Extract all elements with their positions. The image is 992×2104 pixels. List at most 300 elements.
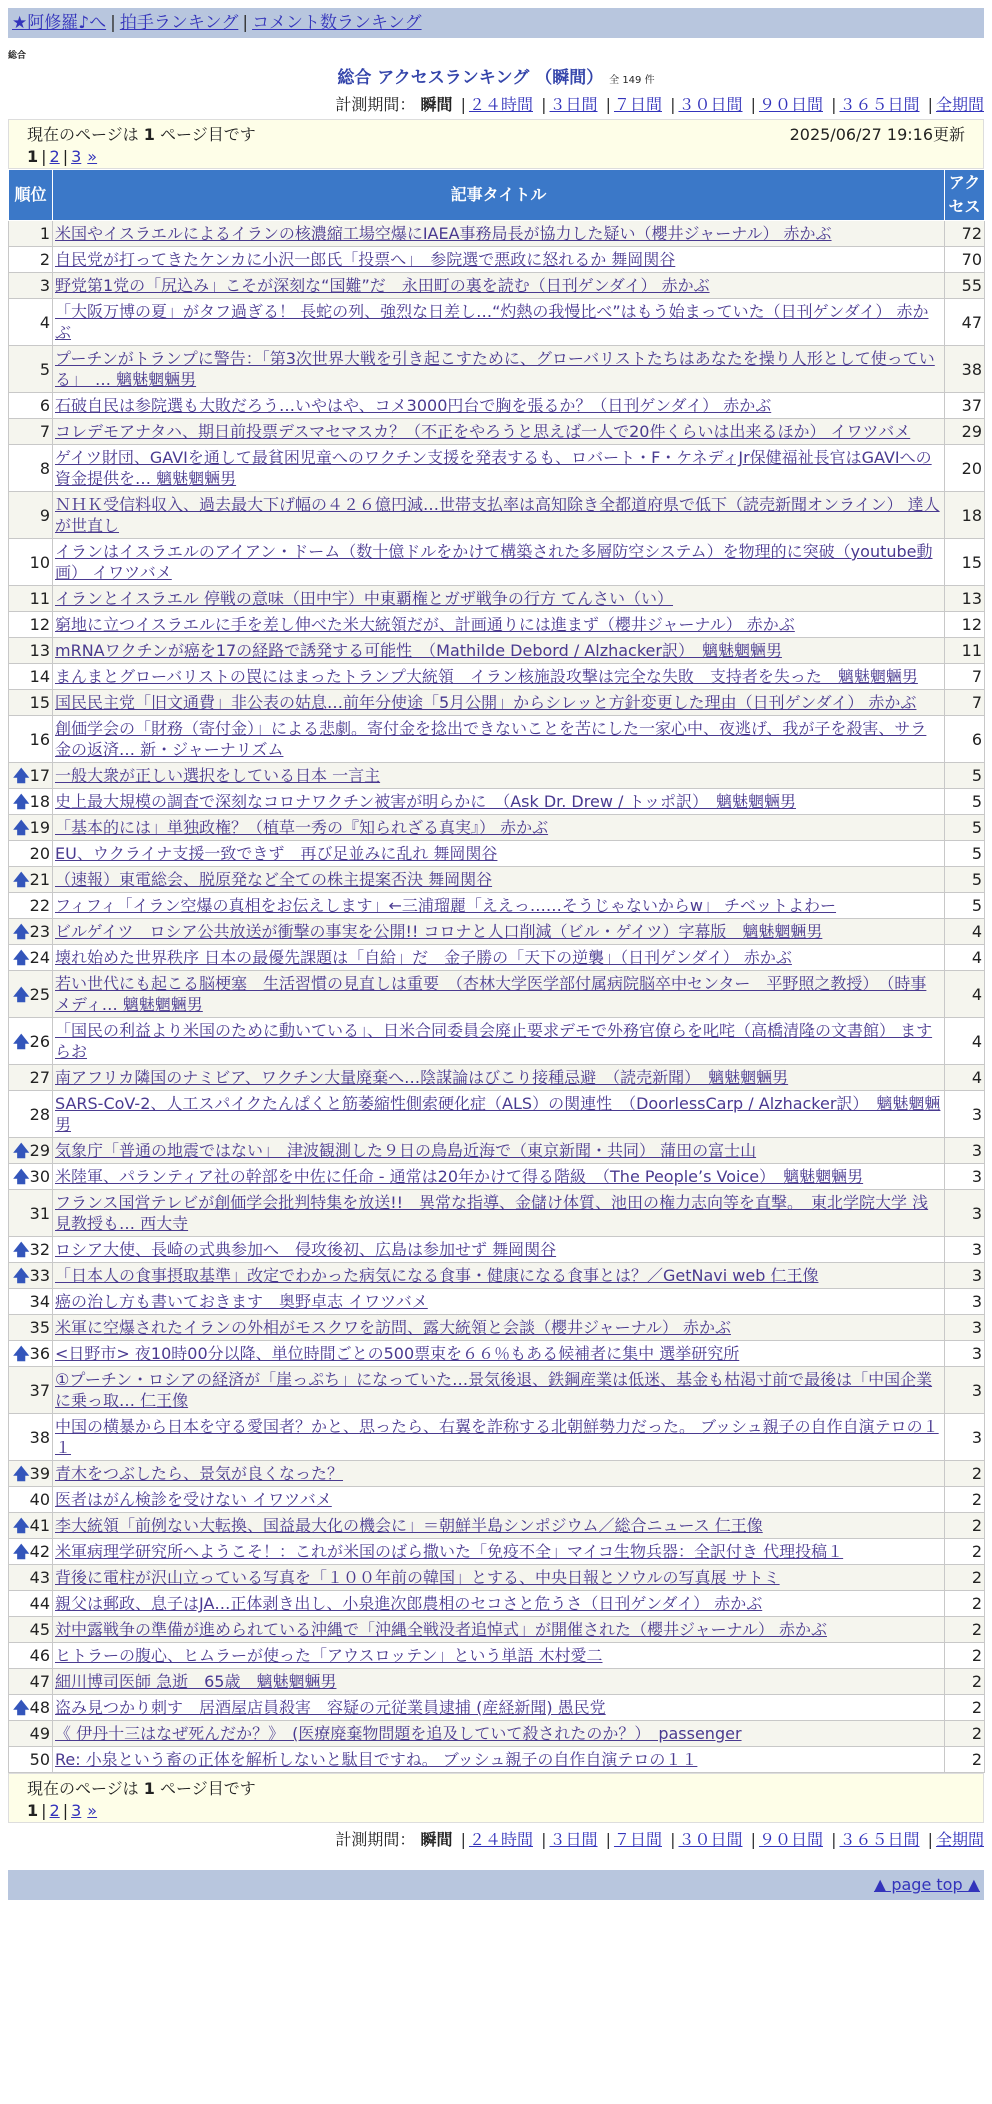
- rank-number: 48: [29, 1698, 50, 1717]
- table-row: [9, 867, 985, 893]
- article-link[interactable]: 親父は郵政、息子はJA…正体剥き出し、小泉進次郎農相のセコさと危うさ（日刊ゲンダイ） 赤かぶ: [55, 1594, 763, 1613]
- access-count: 2: [945, 1487, 985, 1513]
- article-link[interactable]: イランとイスラエル 停戦の意味（田中宇）中東覇権とガザ戦争の行方 てんさい（い）: [55, 589, 674, 608]
- access-count: 12: [945, 612, 985, 638]
- title-cell: [53, 893, 945, 919]
- access-count: 3: [945, 1091, 985, 1138]
- rank-number: 1: [39, 224, 50, 243]
- access-count: 3: [945, 1289, 985, 1315]
- title-cell: [53, 971, 945, 1018]
- title-cell: [53, 273, 945, 299]
- table-row: [9, 1695, 985, 1721]
- period-link-3d[interactable]: ３日間: [549, 95, 598, 114]
- title-cell: [53, 1263, 945, 1289]
- access-count: 72: [945, 221, 985, 247]
- table-row: [9, 919, 985, 945]
- up-arrow-icon: 🡅: [13, 792, 30, 811]
- article-link[interactable]: プーチンがトランプに警告：「第3次世界大戦を引き起こすために、グローバリストたちはあなたを操り人形として使っている」 … 魑魅魍魎男: [55, 349, 935, 389]
- title-cell: [53, 612, 945, 638]
- rank-number: 41: [29, 1516, 50, 1535]
- article-link[interactable]: 自民党が打ってきたケンカに小沢一郎氏「投票へ」 参院選で悪政に怒れるか 舞岡関谷: [55, 250, 676, 269]
- article-link[interactable]: 癌の治し方も書いておきます 奥野卓志 イワツバメ: [55, 1292, 428, 1311]
- title-cell: [53, 1643, 945, 1669]
- rank-cell: [9, 716, 53, 763]
- rank-number: 12: [29, 615, 50, 634]
- article-link[interactable]: 「日本人の食事摂取基準」改定でわかった病気になる食事・健康になる食事とは？／GetNavi web 仁王像: [55, 1266, 819, 1285]
- period-link-24h[interactable]: ２４時間: [468, 1830, 533, 1849]
- period-link-all[interactable]: 全期間: [935, 95, 984, 114]
- table-row: [9, 1065, 985, 1091]
- article-link[interactable]: 米国やイスラエルによるイランの核濃縮工場空爆にIAEA事務局長が協力した疑い（櫻井ジャーナル） 赤かぶ: [55, 224, 832, 243]
- title-cell: [53, 346, 945, 393]
- title-cell: [53, 247, 945, 273]
- current-page-text: 現在のページは 1 ページ目です: [27, 1779, 256, 1798]
- up-arrow-icon: 🡅: [13, 984, 30, 1004]
- article-link[interactable]: SARS-CoV-2、人工スパイクたんぱくと筋萎縮性側索硬化症（ALS）の関連性 （DoorlessCarp / Alzhacker訳） 魑魅魍魎男: [55, 1094, 941, 1134]
- access-count: 7: [945, 690, 985, 716]
- period-link-30d[interactable]: ３０日間: [678, 95, 743, 114]
- article-link[interactable]: 一般大衆が正しい選択をしている日本 一言主: [55, 766, 381, 785]
- period-link-90d[interactable]: ９０日間: [758, 1830, 823, 1849]
- article-link[interactable]: mRNAワクチンが癌を17の経路で誘発する可能性 （Mathilde Debord / Alzhacker訳） 魑魅魍魎男: [55, 641, 782, 660]
- access-count: 6: [945, 716, 985, 763]
- article-link[interactable]: 史上最大規模の調査で深刻なコロナワクチン被害が明らかに （Ask Dr. Drew / トッポ訳） 魑魅魍魎男: [55, 792, 796, 811]
- pager-link-3[interactable]: 3: [71, 147, 82, 166]
- rank-cell: [9, 1190, 53, 1237]
- rank-cell: [9, 1461, 53, 1487]
- rank-cell: [9, 1721, 53, 1747]
- access-count: 3: [945, 1138, 985, 1164]
- title-cell: [53, 1237, 945, 1263]
- pager-link-2[interactable]: 2: [49, 1801, 60, 1820]
- rank-cell: [9, 419, 53, 445]
- title-cell: [53, 445, 945, 492]
- article-link[interactable]: 背後に電柱が沢山立っている写真を「１００年前の韓国」とする、中央日報とソウルの写真展 サトミ: [55, 1568, 780, 1587]
- title-cell: [53, 1414, 945, 1461]
- table-row: [9, 1289, 985, 1315]
- access-count: 2: [945, 1591, 985, 1617]
- title-cell: [53, 393, 945, 419]
- access-count: 2: [945, 1643, 985, 1669]
- rank-number: 33: [29, 1266, 50, 1285]
- up-arrow-icon: 🡅: [13, 1240, 30, 1259]
- period-label: 計測期間：: [335, 1830, 416, 1849]
- rank-number: 2: [39, 250, 50, 269]
- rank-number: 30: [29, 1167, 50, 1186]
- period-current: 瞬間: [420, 1830, 453, 1849]
- table-row: [9, 221, 985, 247]
- article-link[interactable]: 若い世代にも起こる脳梗塞 生活習慣の見直しは重要 （杏林大学医学部付属病院脳卒中センター 平野照之教授） （時事メディ… 魑魅魍魎男: [55, 974, 927, 1014]
- top-nav-bar: ★阿修羅♪へ | 拍手ランキング | コメント数ランキング: [8, 8, 984, 38]
- table-row: [9, 1315, 985, 1341]
- period-link-7d[interactable]: ７日間: [613, 1830, 662, 1849]
- table-row: [9, 1539, 985, 1565]
- page-title: [0, 63, 992, 88]
- period-selector-bottom: 計測期間： 瞬間 | ２４時間 | ３日間 | ７日間 | ３０日間 | ９０日間 | ３６５日間 | 全期間: [335, 1830, 984, 1849]
- article-link[interactable]: 李大統領「前例ない大転換、国益最大化の機会に」＝朝鮮半島シンポジウム／総合ニュース 仁王像: [55, 1516, 763, 1535]
- rank-cell: [9, 971, 53, 1018]
- title-cell: [53, 789, 945, 815]
- access-count: 2: [945, 1747, 985, 1773]
- rank-number: 36: [29, 1344, 50, 1363]
- access-count: 3: [945, 1190, 985, 1237]
- page-info-top: [8, 119, 984, 169]
- pager-link-3[interactable]: 3: [71, 1801, 82, 1820]
- access-count: 2: [945, 1539, 985, 1565]
- title-cell: [53, 221, 945, 247]
- rank-number: 7: [39, 422, 50, 441]
- pager-next[interactable]: »: [87, 147, 98, 166]
- rank-cell: [9, 492, 53, 539]
- title-cell: [53, 1018, 945, 1065]
- rank-number: 15: [29, 693, 50, 712]
- article-link[interactable]: 「基本的には」単独政権？（植草一秀の『知られざる真実』） 赤かぶ: [55, 818, 549, 837]
- rank-number: 26: [29, 1031, 50, 1051]
- article-link[interactable]: 盗み見つかり刺す 居酒屋店員殺害 容疑の元従業員逮捕 (産経新聞) 愚民党: [55, 1698, 606, 1717]
- title-cell: [53, 539, 945, 586]
- up-arrow-icon: 🡅: [13, 766, 30, 785]
- period-link-365d[interactable]: ３６５日間: [839, 1830, 920, 1849]
- access-count: 2: [945, 1565, 985, 1591]
- article-link[interactable]: ＮＨＫ受信料収入、過去最大下げ幅の４２６億円減…世帯支払率は高知除き全都道府県で低下（読売新聞オンライン） 達人が世直し: [55, 495, 940, 535]
- article-link[interactable]: <日野市> 夜10時00分以降、単位時間ごとの500票束を６６％もある候補者に集中 選挙研究所: [55, 1344, 740, 1363]
- rank-number: 45: [29, 1620, 50, 1639]
- rank-number: 32: [29, 1240, 50, 1259]
- article-link[interactable]: ヒトラーの腹心、ヒムラーが使った「アウスロッテン」という単語 木村愛二: [55, 1646, 603, 1665]
- period-link-365d[interactable]: ３６５日間: [839, 95, 920, 114]
- article-link[interactable]: 国民民主党「旧文通費」非公表の姑息…前年分使途「5月公開」からシレッと方針変更した理由（日刊ゲンダイ） 赤かぶ: [55, 693, 917, 712]
- rank-cell: [9, 539, 53, 586]
- table-row: [9, 1487, 985, 1513]
- access-count: 7: [945, 664, 985, 690]
- up-arrow-icon: 🡅: [13, 1031, 30, 1051]
- rank-cell: [9, 1091, 53, 1138]
- table-row: [9, 419, 985, 445]
- access-count: 11: [945, 638, 985, 664]
- table-row: [9, 1367, 985, 1414]
- article-link[interactable]: 米軍病理学研究所へようこそ！：これが米国のばら撒いた「免疫不全」マイコ生物兵器：全訳付き 代理投稿１: [55, 1542, 844, 1561]
- period-current: 瞬間: [420, 95, 453, 114]
- article-link[interactable]: 石破自民は参院選も大敗だろう…いやはや、コメ3000円台で胸を張るか？（日刊ゲンダイ） 赤かぶ: [55, 396, 772, 415]
- article-link[interactable]: 細川博司医師 急逝 65歳 魑魅魍魎男: [55, 1672, 337, 1691]
- footer-bar: [8, 1870, 984, 1900]
- title-cell: [53, 1721, 945, 1747]
- rank-cell: [9, 1591, 53, 1617]
- rank-number: 46: [29, 1646, 50, 1665]
- rank-number: 6: [39, 396, 50, 415]
- article-link[interactable]: コレデモアナタハ、期日前投票デスマセマスカ？（不正をやろうと思えば一人で20件くらいは出来るほか） イワツバメ: [55, 422, 911, 441]
- title-cell: [53, 1565, 945, 1591]
- rank-number: 42: [29, 1542, 50, 1561]
- table-row: [9, 664, 985, 690]
- article-link[interactable]: 青木をつぶしたら、景気が良くなった？: [55, 1464, 344, 1483]
- rank-number: 9: [39, 505, 50, 525]
- title-cell: [53, 1487, 945, 1513]
- table-row: [9, 1721, 985, 1747]
- rank-number: 22: [29, 896, 50, 915]
- current-page-text: 現在のページは 1 ページ目です: [27, 125, 256, 144]
- rank-number: 4: [39, 312, 50, 332]
- pager-link-2[interactable]: 2: [49, 147, 60, 166]
- table-row: [9, 539, 985, 586]
- rank-number: 49: [29, 1724, 50, 1743]
- article-link[interactable]: 気象庁「普通の地震ではない」 津波観測した９日の鳥島近海で（東京新聞・共同） 蒲田の富士山: [55, 1141, 757, 1160]
- article-link[interactable]: 米陸軍、パランティア社の幹部を中佐に任命 - 通常は20年かけて得る階級 （The People’s Voice） 魑魅魍魎男: [55, 1167, 864, 1186]
- rank-cell: [9, 763, 53, 789]
- article-link[interactable]: 中国の横暴から日本を守る愛国者？かと、思ったら、右翼を詐称する北朝鮮勢力だった。 ブッシュ親子の自作自演テロの１１: [55, 1417, 939, 1457]
- rank-cell: [9, 1315, 53, 1341]
- access-count: 2: [945, 1617, 985, 1643]
- access-count: 5: [945, 893, 985, 919]
- rank-cell: [9, 1669, 53, 1695]
- title-cell: [53, 638, 945, 664]
- period-link-7d[interactable]: ７日間: [613, 95, 662, 114]
- table-row: [9, 945, 985, 971]
- period-label: 計測期間：: [335, 95, 416, 114]
- title-cell: [53, 763, 945, 789]
- rank-number: 34: [29, 1292, 50, 1311]
- access-count: 2: [945, 1513, 985, 1539]
- period-link-24h[interactable]: ２４時間: [468, 95, 533, 114]
- rank-cell: [9, 867, 53, 893]
- title-cell: [53, 1513, 945, 1539]
- rank-cell: [9, 1747, 53, 1773]
- table-row: [9, 1190, 985, 1237]
- article-link[interactable]: ゲイツ財団、GAVIを通して最貧困児童へのワクチン支援を発表するも、ロバート・F・ケネディJr保健福祉長官はGAVIへの資金提供を… 魑魅魍魎男: [55, 448, 932, 488]
- rank-number: 5: [39, 359, 50, 379]
- rank-cell: [9, 586, 53, 612]
- article-link[interactable]: 野党第1党の「尻込み」こそが深刻な“国難”だ 永田町の裏を読む（日刊ゲンダイ） 赤かぶ: [55, 276, 710, 295]
- rank-number: 18: [29, 792, 50, 811]
- title-cell: [53, 1669, 945, 1695]
- title-cell: [53, 1065, 945, 1091]
- table-row: [9, 1513, 985, 1539]
- rank-cell: [9, 346, 53, 393]
- article-link[interactable]: （速報）東電総会、脱原発など全ての株主提案否決 舞岡関谷: [55, 870, 493, 889]
- ranking-table: [8, 169, 985, 1773]
- rank-number: 43: [29, 1568, 50, 1587]
- pager-next[interactable]: »: [87, 1801, 98, 1820]
- article-link[interactable]: 南アフリカ隣国のナミビア、ワクチン大量廃棄へ…陰謀論はびこり接種忌避 （読売新聞） 魑魅魍魎男: [55, 1068, 789, 1087]
- rank-number: 38: [29, 1427, 50, 1447]
- table-row: [9, 1164, 985, 1190]
- period-link-30d[interactable]: ３０日間: [678, 1830, 743, 1849]
- title-cell: [53, 815, 945, 841]
- table-row: [9, 1461, 985, 1487]
- article-link[interactable]: 対中露戦争の準備が進められている沖縄で「沖縄全戦没者追悼式」が開催された（櫻井ジャーナル） 赤かぶ: [55, 1620, 827, 1639]
- rank-number: 37: [29, 1380, 50, 1400]
- access-count: 4: [945, 1018, 985, 1065]
- title-cell: [53, 1367, 945, 1414]
- article-link[interactable]: イランはイスラエルのアイアン・ドーム（数十億ドルをかけて構築された多層防空システム）を物理的に突破（youtube動画） イワツバメ: [55, 542, 933, 582]
- up-arrow-icon: 🡅: [13, 870, 30, 889]
- table-row: [9, 1669, 985, 1695]
- article-link[interactable]: 「国民の利益より米国のために動いている」、日米合同委員会廃止要求デモで外務官僚らを叱咤（高橋清隆の文書館） ますらお: [55, 1021, 933, 1061]
- nav-link-ashura[interactable]: ★阿修羅♪へ: [12, 13, 107, 33]
- title-cell: [53, 419, 945, 445]
- nav-link-comment-ranking[interactable]: コメント数ランキング: [252, 13, 422, 33]
- rank-cell: [9, 1018, 53, 1065]
- period-link-3d[interactable]: ３日間: [549, 1830, 598, 1849]
- article-link[interactable]: 窮地に立つイスラエルに手を差し伸べた米大統領だが、計画通りには進まず（櫻井ジャーナル） 赤かぶ: [55, 615, 795, 634]
- article-link[interactable]: 米軍に空爆されたイランの外相がモスクワを訪問、露大統領と会談（櫻井ジャーナル） 赤かぶ: [55, 1318, 731, 1337]
- access-count: 4: [945, 945, 985, 971]
- table-row: [9, 971, 985, 1018]
- period-link-all[interactable]: 全期間: [935, 1830, 984, 1849]
- table-row: [9, 1018, 985, 1065]
- table-row: [9, 815, 985, 841]
- rank-number: 31: [29, 1203, 50, 1223]
- article-link[interactable]: 創価学会の「財務（寄付金）」による悲劇。寄付金を捻出できないことを苦にした一家心中、夜逃げ、我が子を殺害、サラ金の返済… 新・ジャーナリズム: [55, 719, 927, 759]
- rank-number: 25: [29, 984, 50, 1004]
- table-row: [9, 299, 985, 346]
- rank-cell: [9, 789, 53, 815]
- rank-cell: [9, 1695, 53, 1721]
- access-count: 70: [945, 247, 985, 273]
- access-count: 3: [945, 1164, 985, 1190]
- rank-cell: [9, 221, 53, 247]
- access-count: 5: [945, 867, 985, 893]
- article-link[interactable]: 壊れ始めた世界秩序 日本の最優先課題は「自給」だ 金子勝の「天下の逆襲」（日刊ゲンダイ） 赤かぶ: [55, 948, 792, 967]
- rank-cell: [9, 1617, 53, 1643]
- article-link[interactable]: まんまとグローバリストの罠にはまったトランプ大統領 イラン核施設攻撃は完全な失敗 支持者を失った 魑魅魍魎男: [55, 667, 918, 686]
- rank-cell: [9, 1414, 53, 1461]
- access-count: 4: [945, 1065, 985, 1091]
- table-row: [9, 247, 985, 273]
- access-count: 2: [945, 1695, 985, 1721]
- article-link[interactable]: フィフィ「イラン空爆の真相をお伝えします」←三浦瑠麗「ええっ……そうじゃないからw」 チベットよわー: [55, 896, 837, 915]
- rank-number: 40: [29, 1490, 50, 1509]
- period-link-90d[interactable]: ９０日間: [758, 95, 823, 114]
- access-count: 2: [945, 1669, 985, 1695]
- title-cell: [53, 1695, 945, 1721]
- up-arrow-icon: 🡅: [13, 1516, 30, 1535]
- article-link[interactable]: ロシア大使、長崎の式典参加へ 侵攻後初、広島は参加せず 舞岡関谷: [55, 1240, 557, 1259]
- table-row: [9, 586, 985, 612]
- access-count: 13: [945, 586, 985, 612]
- access-count: 38: [945, 346, 985, 393]
- rank-cell: [9, 1643, 53, 1669]
- title-cell: [53, 1091, 945, 1138]
- rank-number: 39: [29, 1464, 50, 1483]
- rank-number: 27: [29, 1068, 50, 1087]
- article-link[interactable]: ①プーチン・ロシアの経済が「崖っぷち」になっていた…景気後退、鉄鋼産業は低迷、基金も枯渇寸前で最後は「中国企業に乗っ取… 仁王像: [55, 1370, 933, 1410]
- article-link[interactable]: EU、ウクライナ支援一致できず 再び足並みに乱れ 舞岡関谷: [55, 844, 498, 863]
- access-count: 4: [945, 971, 985, 1018]
- rank-cell: [9, 1138, 53, 1164]
- access-count: 4: [945, 919, 985, 945]
- table-row: [9, 346, 985, 393]
- table-row: [9, 1341, 985, 1367]
- page-info-bottom: [8, 1773, 984, 1823]
- title-cell: [53, 945, 945, 971]
- access-count: 5: [945, 841, 985, 867]
- up-arrow-icon: 🡅: [13, 1698, 30, 1717]
- rank-number: 35: [29, 1318, 50, 1337]
- up-arrow-icon: 🡅: [13, 1141, 30, 1160]
- table-row: [9, 763, 985, 789]
- up-arrow-icon: 🡅: [13, 922, 30, 941]
- access-count: 55: [945, 273, 985, 299]
- category-label: 総合: [8, 51, 27, 61]
- title-cell: [53, 1289, 945, 1315]
- rank-cell: [9, 247, 53, 273]
- access-count: 18: [945, 492, 985, 539]
- access-count: 15: [945, 539, 985, 586]
- title-cell: [53, 1138, 945, 1164]
- access-count: 29: [945, 419, 985, 445]
- pager-bottom: 1 | 2 | 3 »: [27, 1801, 98, 1820]
- rank-cell: [9, 919, 53, 945]
- rank-cell: [9, 1237, 53, 1263]
- table-row: [9, 789, 985, 815]
- rank-number: 21: [29, 870, 50, 889]
- table-row: [9, 393, 985, 419]
- title-cell: [53, 664, 945, 690]
- rank-number: 3: [39, 276, 50, 295]
- page-top-link[interactable]: ▲ page top ▲: [873, 1875, 980, 1894]
- title-cell: [53, 586, 945, 612]
- title-cell: [53, 1747, 945, 1773]
- header-title: 記事タイトル: [53, 170, 945, 221]
- rank-number: 13: [29, 641, 50, 660]
- rank-number: 28: [29, 1104, 50, 1124]
- access-count: 5: [945, 815, 985, 841]
- rank-cell: [9, 273, 53, 299]
- rank-number: 19: [29, 818, 50, 837]
- table-row: [9, 1565, 985, 1591]
- nav-link-clap-ranking[interactable]: 拍手ランキング: [119, 13, 239, 33]
- rank-cell: [9, 1513, 53, 1539]
- rank-number: 29: [29, 1141, 50, 1160]
- article-link[interactable]: 「大阪万博の夏」がタフ過ぎる！ 長蛇の列、強烈な日差し…“灼熱の我慢比べ”はもう始まっていた（日刊ゲンダイ） 赤かぶ: [55, 302, 929, 342]
- up-arrow-icon: 🡅: [13, 1167, 30, 1186]
- table-row: [9, 841, 985, 867]
- article-link[interactable]: 医者はがん検診を受けない イワツバメ: [55, 1490, 332, 1509]
- title-cell: [53, 1341, 945, 1367]
- rank-cell: [9, 1487, 53, 1513]
- title-cell: [53, 716, 945, 763]
- title-cell: [53, 919, 945, 945]
- rank-cell: [9, 1065, 53, 1091]
- rank-number: 20: [29, 844, 50, 863]
- rank-number: 44: [29, 1594, 50, 1613]
- table-row: [9, 273, 985, 299]
- rank-cell: [9, 445, 53, 492]
- title-cell: [53, 690, 945, 716]
- title-cell: [53, 1617, 945, 1643]
- rank-number: 47: [29, 1672, 50, 1691]
- article-link[interactable]: ビルゲイツ ロシア公共放送が衝撃の事実を公開!! コロナと人口削減（ビル・ゲイツ）字幕版 魑魅魍魎男: [55, 922, 823, 941]
- article-link[interactable]: フランス国営テレビが創価学会批判特集を放送!! 異常な指導、金儲け体質、池田の権力志向等を直撃。 東北学院大学 浅見教授も… 西大寺: [55, 1193, 929, 1233]
- up-arrow-icon: 🡅: [13, 818, 30, 837]
- rank-cell: [9, 1341, 53, 1367]
- table-row: [9, 1617, 985, 1643]
- title-cell: [53, 1461, 945, 1487]
- table-row: [9, 1263, 985, 1289]
- header-access: アクセス: [945, 170, 985, 221]
- rank-number: 11: [29, 589, 50, 608]
- rank-cell: [9, 1289, 53, 1315]
- pager-current: 1: [27, 147, 39, 166]
- article-link[interactable]: Re: 小泉という畜の正体を解析しないと駄目ですね。 ブッシュ親子の自作自演テロの１１: [55, 1750, 698, 1769]
- table-row: [9, 1237, 985, 1263]
- rank-number: 10: [29, 552, 50, 572]
- table-row: [9, 1414, 985, 1461]
- article-link[interactable]: 《 伊丹十三はなぜ死んだか？》 (医療廃棄物問題を追及していて殺されたのか？） passenger: [55, 1724, 742, 1743]
- table-row: [9, 492, 985, 539]
- page-title-text: 総合 アクセスランキング （瞬間）: [337, 68, 604, 88]
